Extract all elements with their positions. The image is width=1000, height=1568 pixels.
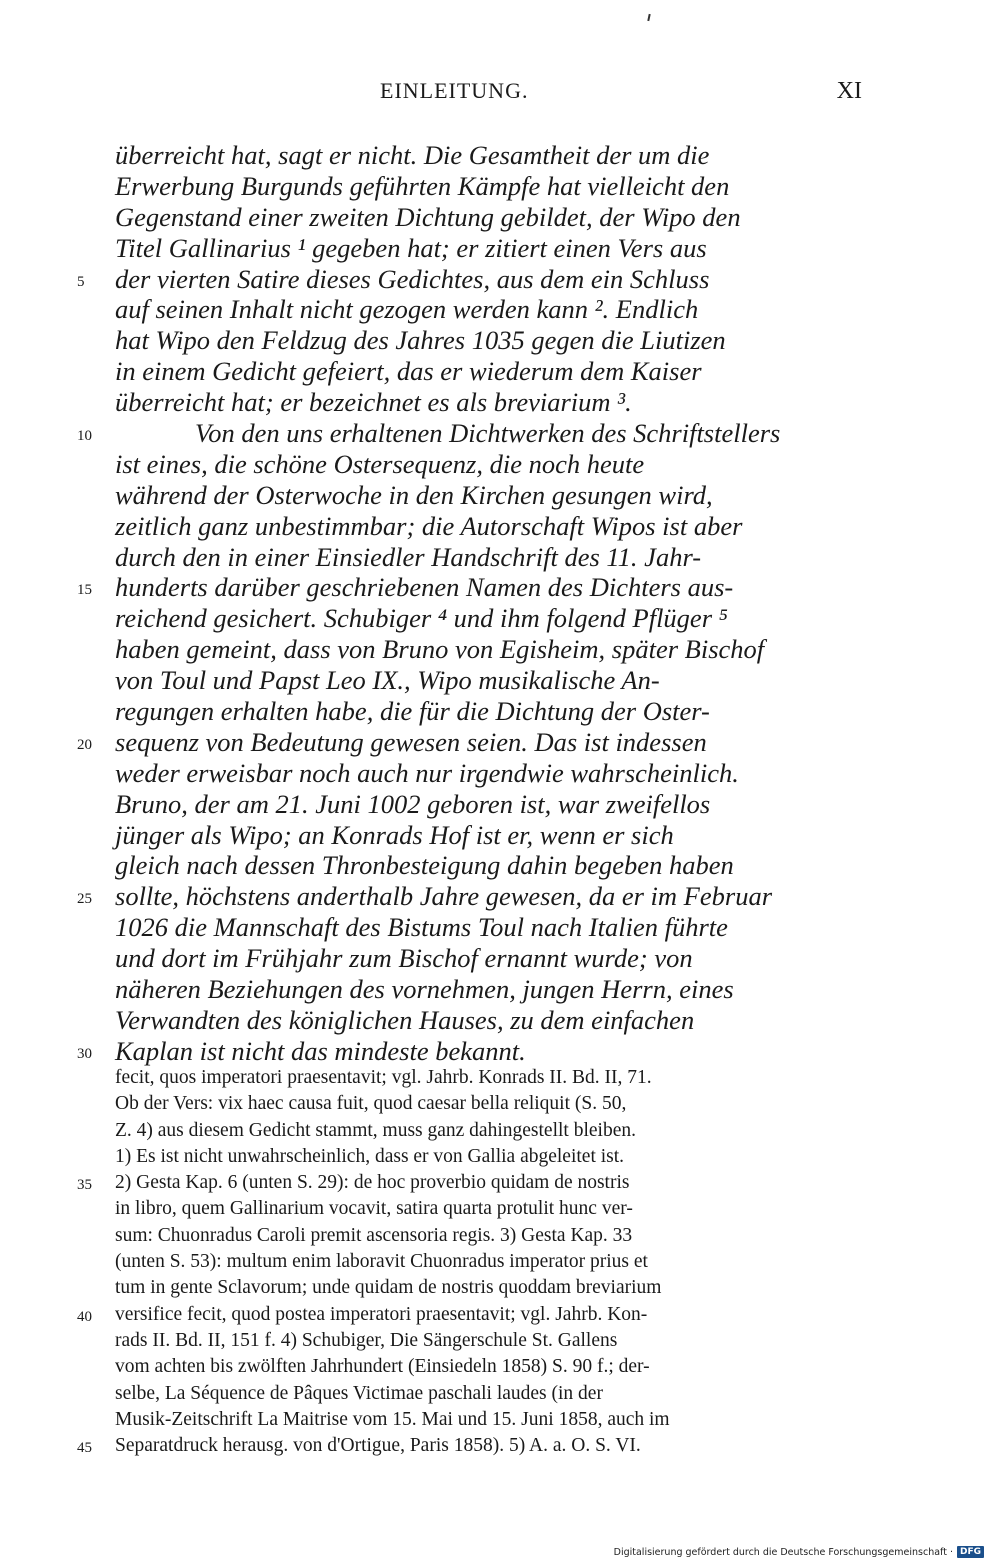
line-text: jünger als Wipo; an Konrads Hof ist er, wenn er sich bbox=[115, 819, 674, 850]
line-text: durch den in einer Einsiedler Handschrift des 11. Jahr- bbox=[115, 541, 702, 572]
text-line bbox=[115, 665, 860, 696]
footnote-text: selbe, La Séquence de Pâques Victimae paschali laudes (in der bbox=[115, 1382, 603, 1404]
footnote-text: vom achten bis zwölften Jahrhundert (Einsiedeln 1858) S. 90 f.; der- bbox=[115, 1356, 650, 1378]
footer bbox=[614, 1546, 984, 1558]
line-text: weder erweisbar noch auch nur irgendwie wahrscheinlich. bbox=[115, 757, 739, 788]
footnote-text: (unten S. 53): multum enim laboravit Chuonradus imperator prius et bbox=[115, 1251, 648, 1273]
line-text: sequenz von Bedeutung gewesen seien. Das ist indessen bbox=[115, 726, 707, 757]
footer-credit: Digitalisierung gefördert durch die Deutsche Forschungsgemeinschaft · bbox=[613, 1546, 953, 1558]
line-text: sollte, höchstens anderthalb Jahre gewesen, da er im Februar bbox=[115, 881, 773, 912]
text-line bbox=[115, 696, 860, 727]
line-number: 30 bbox=[77, 1045, 92, 1062]
page-number: XI bbox=[836, 78, 862, 104]
footnote-line bbox=[115, 1223, 860, 1249]
line-text: Gegenstand einer zweiten Dichtung gebildet, der Wipo den bbox=[115, 201, 741, 232]
running-title: EINLEITUNG. bbox=[380, 78, 529, 103]
text-line bbox=[115, 943, 860, 974]
line-text: während der Osterwoche in den Kirchen gesungen wird, bbox=[115, 479, 713, 510]
footnote-text: versifice fecit, quod postea imperatori praesentavit; vgl. Jahrb. Kon- bbox=[115, 1303, 648, 1325]
text-line bbox=[77, 418, 860, 449]
line-number: 35 bbox=[77, 1177, 92, 1194]
footnote-text: in libro, quem Gallinarium vocavit, satira quarta protulit hunc ver- bbox=[115, 1198, 633, 1220]
text-line bbox=[77, 881, 860, 912]
text-line bbox=[115, 1005, 860, 1036]
text-line bbox=[115, 387, 860, 418]
dfg-logo: DFG bbox=[957, 1546, 984, 1558]
footnote-line bbox=[77, 1433, 860, 1459]
footnote-line bbox=[115, 1407, 860, 1433]
footnote-line bbox=[115, 1354, 860, 1380]
footnote-text: rads II. Bd. II, 151 f. 4) Schubiger, Die Sängerschule St. Gallens bbox=[115, 1329, 618, 1351]
text-line bbox=[77, 1035, 860, 1067]
text-line bbox=[115, 603, 860, 634]
footnote-line bbox=[115, 1196, 860, 1222]
footnote-line bbox=[115, 1275, 860, 1301]
text-line bbox=[115, 356, 860, 387]
text-line bbox=[115, 820, 860, 851]
line-text: zeitlich ganz unbestimmbar; die Autorschaft Wipos ist aber bbox=[115, 510, 743, 541]
line-text: Bruno, der am 21. Juni 1002 geboren ist, war zweifellos bbox=[115, 788, 711, 819]
line-text: überreicht hat; er bezeichnet es als breviarium ³. bbox=[115, 387, 632, 418]
text-line bbox=[115, 974, 860, 1005]
footnote-line bbox=[115, 1249, 860, 1275]
text-line bbox=[115, 171, 860, 202]
line-text: von Toul und Papst Leo IX., Wipo musikalische An- bbox=[115, 665, 660, 696]
footnotes bbox=[0, 1065, 1000, 1459]
line-text: und dort im Frühjahr zum Bischof ernannt wurde; von bbox=[115, 943, 693, 974]
line-number: 5 bbox=[77, 273, 85, 290]
text-line bbox=[115, 140, 860, 171]
line-text: Kaplan ist nicht das mindeste bekannt. bbox=[115, 1035, 526, 1066]
line-text: 1026 die Mannschaft des Bistums Toul nach Italien führte bbox=[115, 912, 728, 943]
text-line bbox=[115, 758, 860, 789]
text-line bbox=[115, 480, 860, 511]
line-text: hat Wipo den Feldzug des Jahres 1035 gegen die Liutizen bbox=[115, 325, 726, 356]
footnote-text: tum in gente Sclavorum; unde quidam de nostris quoddam breviarium bbox=[115, 1277, 662, 1299]
main-text bbox=[0, 140, 1000, 1067]
line-number: 20 bbox=[77, 736, 92, 753]
line-text: in einem Gedicht gefeiert, das er wiederum dem Kaiser bbox=[115, 356, 702, 387]
line-text: näheren Beziehungen des vornehmen, jungen Herrn, eines bbox=[115, 974, 734, 1005]
footnote-line bbox=[115, 1381, 860, 1407]
text-line bbox=[115, 449, 860, 480]
line-number: 15 bbox=[77, 582, 92, 599]
footnote-text: 2) Gesta Kap. 6 (unten S. 29): de hoc proverbio quidam de nostris bbox=[115, 1172, 630, 1194]
text-line bbox=[115, 233, 860, 264]
line-text: der vierten Satire dieses Gedichtes, aus dem ein Schluss bbox=[115, 263, 710, 294]
text-line bbox=[115, 634, 860, 665]
footnote-text: sum: Chuonradus Caroli premit ascensoria regis. 3) Gesta Kap. 33 bbox=[115, 1224, 633, 1246]
text-line bbox=[77, 726, 860, 758]
line-text: regungen erhalten habe, die für die Dichtung der Oster- bbox=[115, 696, 710, 727]
text-line bbox=[115, 789, 860, 820]
scan-mark bbox=[647, 14, 650, 21]
line-text: haben gemeint, dass von Bruno von Egisheim, später Bischof bbox=[115, 634, 765, 665]
text-line bbox=[115, 850, 860, 881]
footnote-line bbox=[115, 1091, 860, 1117]
page-header bbox=[0, 78, 1000, 112]
footnote-text: 1) Es ist nicht unwahrscheinlich, dass er von Gallia abgeleitet ist. bbox=[115, 1145, 625, 1167]
text-line bbox=[115, 202, 860, 233]
text-line bbox=[77, 572, 860, 603]
footnote-line bbox=[77, 1302, 860, 1328]
line-number: 45 bbox=[77, 1440, 92, 1457]
line-number: 40 bbox=[77, 1308, 92, 1325]
footnote-text: fecit, quos imperatori praesentavit; vgl. Jahrb. Konrads II. Bd. II, 71. bbox=[115, 1067, 652, 1088]
text-line bbox=[77, 263, 860, 295]
footnote-line bbox=[115, 1065, 860, 1091]
line-text: Titel Gallinarius ¹ gegeben hat; er zitiert einen Vers aus bbox=[115, 232, 707, 263]
line-text: Erwerbung Burgunds geführten Kämpfe hat vielleicht den bbox=[115, 170, 730, 201]
line-text: auf seinen Inhalt nicht gezogen werden kann ². Endlich bbox=[115, 294, 699, 325]
text-line bbox=[115, 542, 860, 573]
line-text: reichend gesichert. Schubiger ⁴ und ihm folgend Pflüger ⁵ bbox=[115, 603, 728, 634]
line-text: gleich nach dessen Thronbesteigung dahin begeben haben bbox=[115, 850, 734, 881]
line-text: ist eines, die schöne Ostersequenz, die noch heute bbox=[115, 448, 645, 479]
footnote-line bbox=[115, 1328, 860, 1354]
text-line bbox=[115, 325, 860, 356]
line-number: 10 bbox=[77, 428, 92, 445]
text-line bbox=[115, 294, 860, 325]
text-line bbox=[115, 511, 860, 542]
line-text: überreicht hat, sagt er nicht. Die Gesamtheit der um die bbox=[115, 140, 710, 170]
line-text: Von den uns erhaltenen Dichtwerken des Schriftstellers bbox=[195, 418, 781, 449]
line-number: 25 bbox=[77, 891, 92, 908]
footnote-line bbox=[77, 1170, 860, 1196]
footnote-text: Musik-Zeitschrift La Maitrise vom 15. Mai und 15. Juni 1858, auch im bbox=[115, 1408, 670, 1430]
footnote-line bbox=[115, 1118, 860, 1144]
footnote-text: Z. 4) aus diesem Gedicht stammt, muss ganz dahingestellt bleiben. bbox=[115, 1119, 636, 1141]
footnote-text: Ob der Vers: vix haec causa fuit, quod caesar bella reliquit (S. 50, bbox=[115, 1093, 627, 1115]
footnote-line bbox=[115, 1144, 860, 1170]
line-text: Verwandten des königlichen Hauses, zu dem einfachen bbox=[115, 1004, 695, 1035]
footnote-text: Separatdruck herausg. von d'Ortigue, Paris 1858). 5) A. a. O. S. VI. bbox=[115, 1435, 641, 1457]
text-line bbox=[115, 912, 860, 943]
line-text: hunderts darüber geschriebenen Namen des Dichters aus- bbox=[115, 572, 734, 603]
